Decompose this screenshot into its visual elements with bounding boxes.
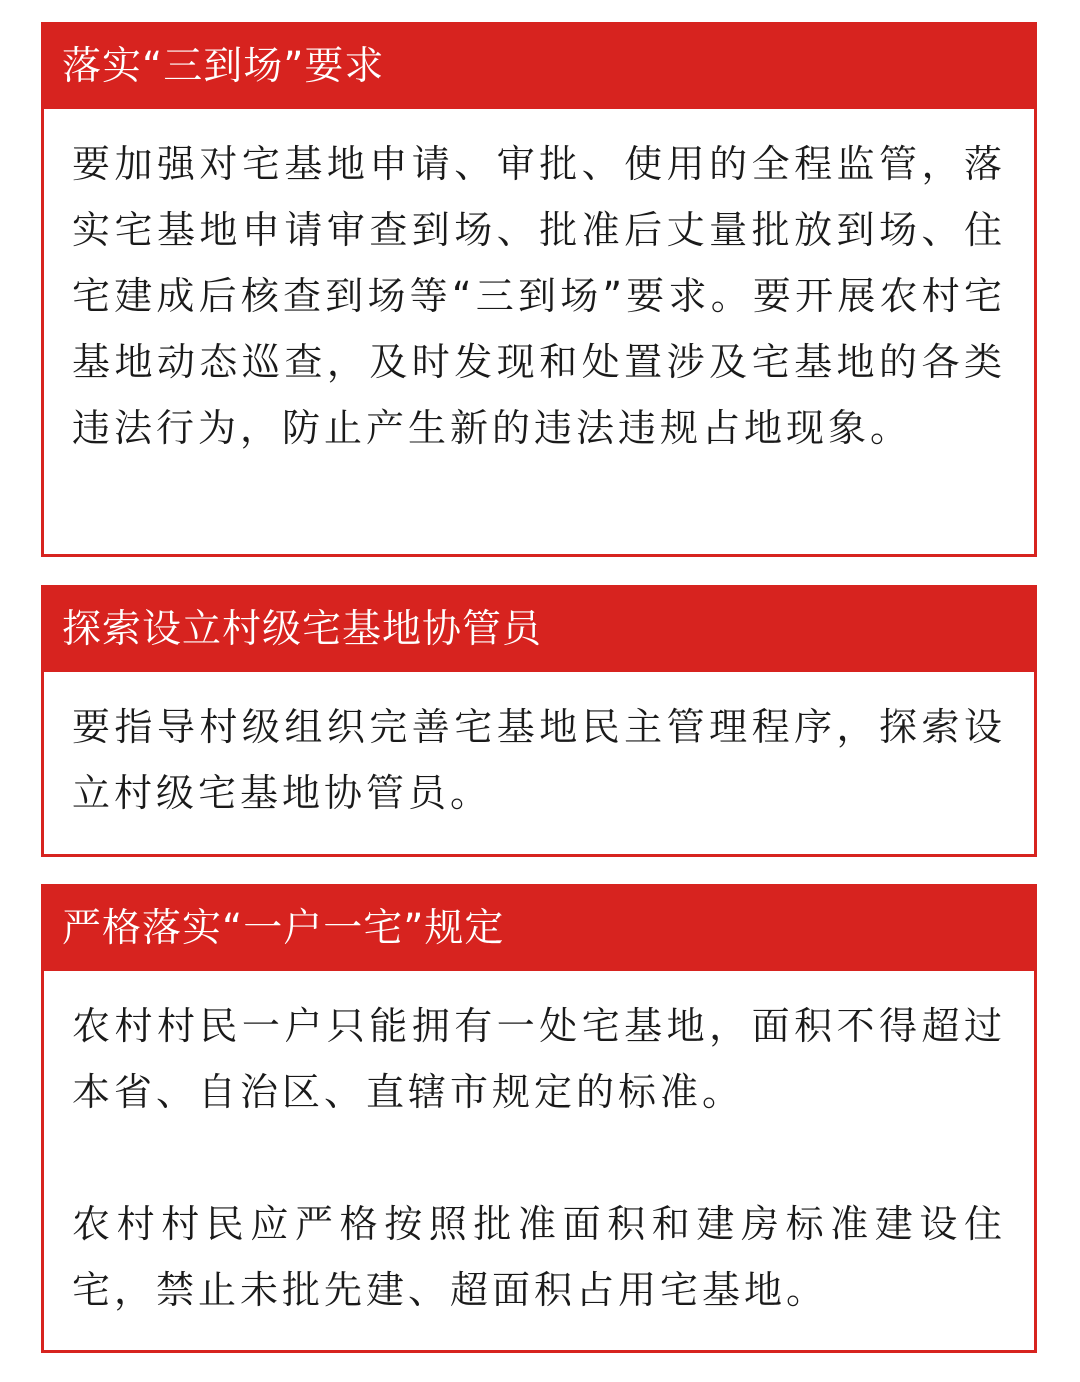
section-paragraph: 要指导村级组织完善宅基地民主管理程序，探索设立村级宅基地协管员。 xyxy=(72,705,1006,815)
section-paragraph: 要加强对宅基地申请、审批、使用的全程监管，落实宅基地申请审查到场、批准后丈量批放到场、住宅建成后核查到场等“三到场”要求。要开展农村宅基地动态巡查，及时发现和处置涉及宅基地的各类违法行为，防止产生新的违法违规占地现象。 xyxy=(72,142,1006,450)
section-title: 落实“三到场”要求 xyxy=(44,25,1034,109)
section-card-village-coordinator xyxy=(41,585,1037,857)
section-body xyxy=(44,971,1034,1323)
section-title: 探索设立村级宅基地协管员 xyxy=(44,588,1034,672)
section-card-three-on-site xyxy=(41,22,1037,557)
section-title: 严格落实“一户一宅”规定 xyxy=(44,887,1034,971)
section-body xyxy=(44,672,1034,826)
section-paragraph: 农村村民一户只能拥有一处宅基地，面积不得超过本省、自治区、直辖市规定的标准。 xyxy=(72,1004,1006,1114)
section-paragraph: 农村村民应严格按照批准面积和建房标准建设住宅，禁止未批先建、超面积占用宅基地。 xyxy=(72,1202,1006,1312)
section-body xyxy=(44,109,1034,461)
section-card-one-household-one-homestead xyxy=(41,884,1037,1353)
